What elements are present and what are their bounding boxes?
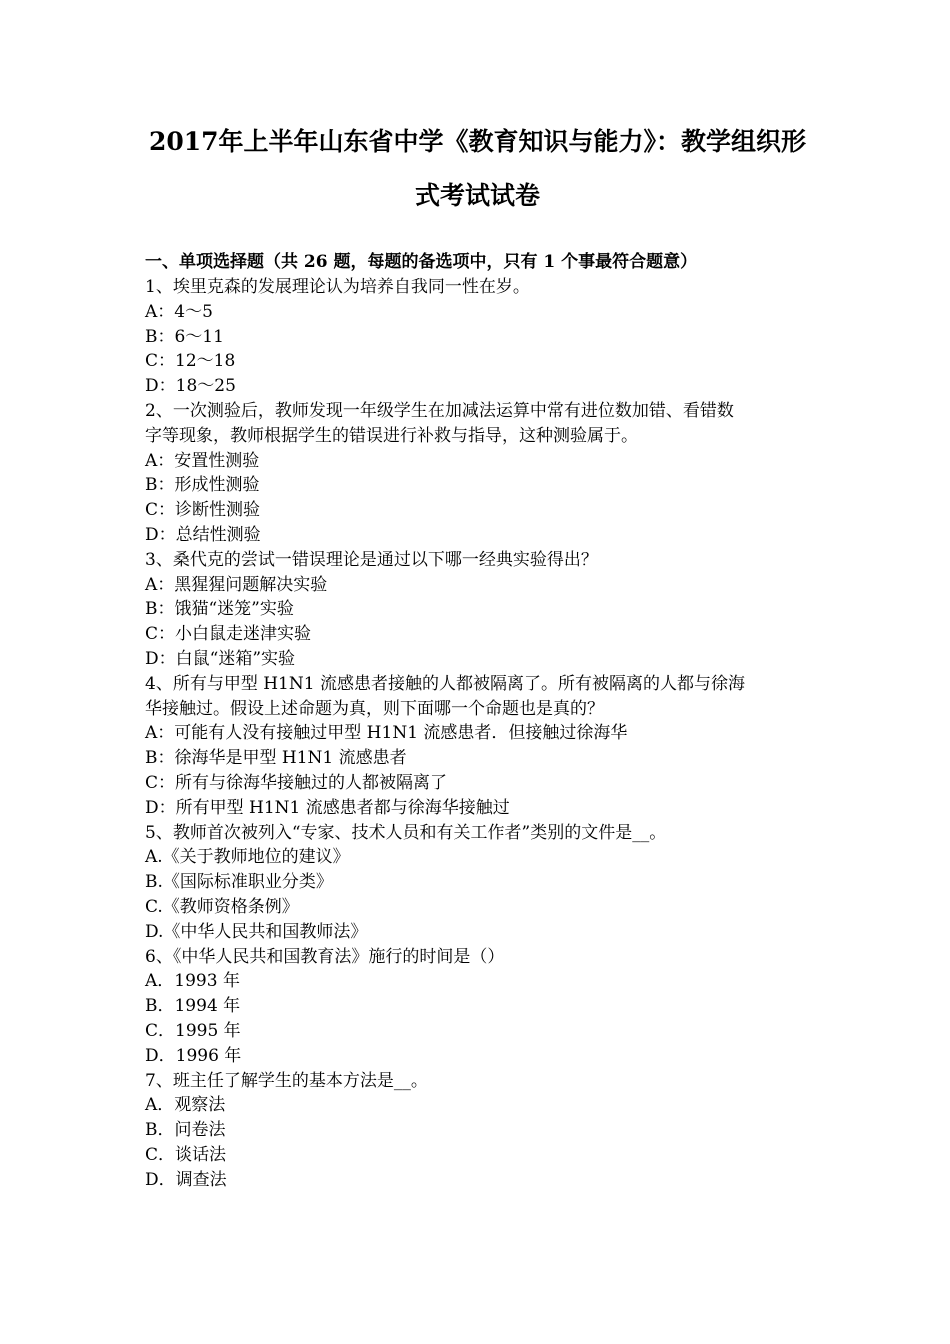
answer-option: D：所有甲型 H1N1 流感患者都与徐海华接触过 <box>145 797 510 818</box>
question-text: 2、一次测验后，教师发现一年级学生在加减法运算中常有进位数加错、看错数 <box>145 400 734 421</box>
section-heading: 一、单项选择题（共 26 题，每题的备选项中，只有 1 个事最符合题意） <box>145 252 698 272</box>
question-block <box>145 275 810 399</box>
answer-option: B．1994 年 <box>145 996 241 1017</box>
document-page <box>145 115 810 1192</box>
question-text: 6、《中华人民共和国教育法》施行的时间是（） <box>145 946 505 967</box>
answer-option: A．观察法 <box>145 1095 226 1116</box>
question-block <box>145 548 810 672</box>
question-block <box>145 399 810 548</box>
answer-option: D.《中华人民共和国教师法》 <box>145 921 368 942</box>
answer-option: B：徐海华是甲型 H1N1 流感患者 <box>145 748 407 769</box>
question-text: 5、教师首次被列入“专家、技术人员和有关工作者”类别的文件是__。 <box>145 822 667 843</box>
answer-option: A.《关于教师地位的建议》 <box>145 847 350 868</box>
question-text: 3、桑代克的尝试一错误理论是通过以下哪一经典实验得出？ <box>145 549 598 570</box>
answer-option: C：12～18 <box>145 351 236 372</box>
question-text: 7、班主任了解学生的基本方法是__。 <box>145 1070 428 1091</box>
question-list <box>145 275 810 1192</box>
question-block <box>145 821 810 945</box>
answer-option: A：可能有人没有接触过甲型 H1N1 流感患者．但接触过徐海华 <box>145 723 628 744</box>
answer-option: B．问卷法 <box>145 1120 226 1141</box>
answer-option: C．1995 年 <box>145 1020 241 1041</box>
question-text: 字等现象，教师根据学生的错误进行补救与指导，这种测验属于。 <box>145 425 638 446</box>
answer-option: D：总结性测验 <box>145 524 261 545</box>
answer-option: B：饿猫“迷笼”实验 <box>145 599 294 620</box>
document-title <box>145 115 810 223</box>
answer-option: D：白鼠“迷箱”实验 <box>145 648 296 669</box>
answer-option: C：小白鼠走迷津实验 <box>145 624 312 645</box>
answer-option: A：黑猩猩问题解决实验 <box>145 574 328 595</box>
answer-option: B：形成性测验 <box>145 475 260 496</box>
answer-option: C.《教师资格条例》 <box>145 896 299 917</box>
answer-option: B：6～11 <box>145 326 224 347</box>
question-text: 4、所有与甲型 H1N1 流感患者接触的人都被隔离了。所有被隔离的人都与徐海 <box>145 673 745 694</box>
answer-option: D．调查法 <box>145 1169 227 1190</box>
answer-option: B.《国际标准职业分类》 <box>145 872 333 893</box>
answer-option: A：安置性测验 <box>145 450 260 471</box>
answer-option: D：18～25 <box>145 376 236 397</box>
answer-option: A：4～5 <box>145 301 213 322</box>
question-block <box>145 1069 810 1193</box>
answer-option: A．1993 年 <box>145 971 240 992</box>
answer-option: C．谈话法 <box>145 1144 227 1165</box>
question-block <box>145 672 810 821</box>
title-line-1: 2017年上半年山东省中学《教育知识与能力》：教学组织形 <box>148 127 807 156</box>
question-block <box>145 945 810 1069</box>
question-text: 华接触过。假设上述命题为真，则下面哪一个命题也是真的？ <box>145 698 604 719</box>
answer-option: C：诊断性测验 <box>145 500 261 521</box>
answer-option: D．1996 年 <box>145 1045 242 1066</box>
title-line-2: 式考试试卷 <box>414 181 540 210</box>
question-text: 1、埃里克森的发展理论认为培养自我同一性在岁。 <box>145 277 530 297</box>
answer-option: C：所有与徐海华接触过的人都被隔离了 <box>145 772 448 793</box>
